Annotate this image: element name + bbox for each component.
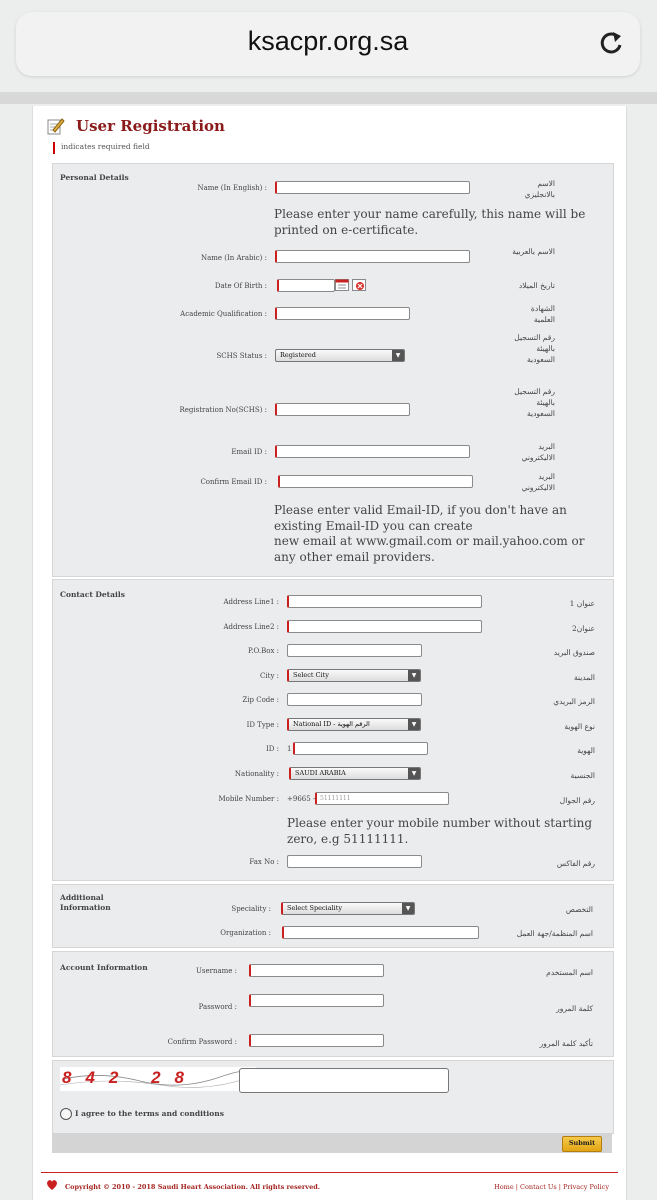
address2-input[interactable] (287, 620, 482, 633)
username-arabic-label: اسم المستخدم (546, 968, 593, 977)
qualification-arabic-label: الشهادة العلمية (530, 304, 555, 324)
personal-details-section (52, 163, 614, 577)
account-info-section (52, 951, 614, 1057)
address1-input[interactable] (287, 595, 482, 608)
qualification-input[interactable] (275, 307, 410, 320)
copyright-text: Copyright © 2010 - 2018 Saudi Heart Association. All rights reserved. (65, 1183, 321, 1191)
name-arabic-input[interactable] (275, 250, 470, 263)
heart-logo-icon (45, 1178, 59, 1192)
url-text[interactable]: ksacpr.org.sa (247, 26, 409, 56)
pobox-label: P.O.Box : (248, 647, 279, 655)
chevron-down-icon: ▼ (408, 768, 420, 779)
chevron-down-icon: ▼ (402, 903, 414, 914)
required-note: indicates required field (61, 142, 150, 151)
id-arabic-label: الهوية (577, 746, 595, 755)
address1-arabic-label: عنوان 1 (569, 599, 595, 608)
speciality-value: Select Speciality (287, 904, 343, 912)
mobile-note: Please enter your mobile number without starting zero, e.g 51111111. (287, 816, 593, 846)
section-title: Personal Details (60, 173, 129, 182)
mobile-prefix: +9665 - (287, 795, 316, 803)
city-value: Select City (293, 671, 329, 679)
submit-button[interactable]: Submit (562, 1136, 602, 1152)
confirm-email-label: Confirm Email ID : (200, 478, 267, 486)
zip-label: Zip Code : (242, 696, 279, 704)
name-arabic-arabic-label: الاسم بالعربية (512, 247, 555, 256)
name-english-label: Name (In English) : (197, 184, 267, 192)
id-type-value: National ID - الرقم الهوية (293, 720, 370, 728)
registration-page (32, 106, 627, 1200)
id-type-select[interactable] (287, 718, 421, 731)
reg-no-label: Registration No(SCHS) : (179, 406, 267, 414)
schs-status-arabic-label: رقم التسجيل بالهيئة السعودية (514, 333, 555, 364)
organization-label: Organization : (220, 929, 271, 937)
reg-no-arabic-label: رقم التسجيل بالهيئة السعودية (514, 387, 555, 418)
reg-no-input[interactable] (275, 403, 410, 416)
speciality-arabic-label: التخصص (565, 905, 593, 914)
page-top-strip (0, 92, 657, 104)
schs-status-value: Registered (280, 351, 316, 359)
name-english-arabic-label: الاسم بالانجليزي (524, 179, 555, 199)
captcha-text: 842 28 (62, 1068, 198, 1087)
mobile-arabic-label: رقم الجوال (559, 796, 595, 805)
section-title: Contact Details (60, 590, 125, 599)
schs-status-label: SCHS Status : (216, 352, 267, 360)
email-input[interactable] (275, 445, 470, 458)
nationality-arabic-label: الجنسية (570, 771, 595, 780)
terms-checkbox[interactable] (60, 1108, 72, 1120)
password-input[interactable] (249, 994, 384, 1007)
name-english-input[interactable] (275, 181, 470, 194)
footer-links[interactable]: Home | Contact Us | Privacy Policy (494, 1183, 609, 1191)
dob-input[interactable] (277, 279, 335, 292)
pobox-input[interactable] (287, 644, 422, 657)
contact-details-section (52, 579, 614, 881)
email-label: Email ID : (231, 448, 267, 456)
username-label: Username : (195, 967, 237, 975)
id-type-label: ID Type : (246, 721, 279, 729)
qualification-label: Academic Qualification : (180, 310, 267, 318)
password-arabic-label: كلمة المرور (556, 1004, 593, 1013)
edit-note-icon (45, 116, 65, 136)
id-input[interactable] (293, 742, 428, 755)
city-label: City : (260, 672, 279, 680)
confirm-email-arabic-label: البريد الاليكتروني (521, 472, 555, 492)
email-note-2: new email at www.gmail.com or mail.yahoo.com or any other email providers. (274, 534, 585, 564)
chevron-down-icon: ▼ (408, 670, 420, 681)
name-arabic-label: Name (In Arabic) : (200, 254, 267, 262)
city-arabic-label: المدينة (573, 673, 595, 682)
submit-bar (52, 1133, 612, 1153)
email-arabic-label: البريد الاليكتروني (521, 442, 555, 462)
page-title: User Registration (76, 117, 225, 135)
confirm-password-label: Confirm Password : (167, 1038, 237, 1046)
calendar-icon[interactable] (335, 279, 349, 291)
id-label: ID : (266, 745, 279, 753)
confirm-password-arabic-label: تأكيد كلمة المرور (539, 1039, 593, 1048)
nationality-select[interactable] (289, 767, 421, 780)
speciality-select[interactable] (281, 902, 415, 915)
fax-label: Fax No : (249, 858, 279, 866)
dob-label: Date Of Birth : (214, 282, 267, 290)
id-prefix: 1 (287, 745, 292, 753)
username-input[interactable] (249, 964, 384, 977)
password-label: Password : (198, 1003, 237, 1011)
captcha-image (60, 1067, 256, 1091)
nationality-value: SAUDI ARABIA (295, 769, 346, 777)
address2-arabic-label: عنوان2 (572, 624, 595, 633)
mobile-input[interactable]: 51111111 (315, 792, 449, 805)
organization-input[interactable] (282, 926, 479, 939)
name-note: Please enter your name carefully, this name will be printed on e-certificate. (274, 207, 586, 237)
section-title: Account Information (60, 963, 148, 972)
address2-label: Address Line2 : (223, 623, 279, 631)
mobile-label: Mobile Number : (218, 795, 279, 803)
email-note-1: Please enter valid Email-ID, if you don't have an existing Email-ID you can create (274, 503, 567, 533)
reload-icon[interactable] (596, 28, 626, 58)
id-type-arabic-label: نوع الهوية (564, 722, 595, 731)
speciality-label: Speciality : (231, 905, 271, 913)
fax-input[interactable] (287, 855, 422, 868)
city-select[interactable] (287, 669, 421, 682)
confirm-email-input[interactable] (278, 475, 473, 488)
section-title: Additional Information (60, 893, 111, 912)
fax-arabic-label: رقم الفاكس (556, 859, 595, 868)
schs-status-select[interactable] (275, 349, 405, 362)
required-marker (53, 142, 55, 154)
captcha-section (52, 1060, 614, 1134)
dob-arabic-label: تاريخ الميلاد (518, 281, 555, 290)
footer-divider (41, 1172, 618, 1173)
additional-info-section (52, 884, 614, 948)
zip-arabic-label: الرمز البريدي (553, 697, 595, 706)
chevron-down-icon: ▼ (408, 719, 420, 730)
chevron-down-icon: ▼ (392, 350, 404, 361)
terms-label: I agree to the terms and conditions (75, 1109, 224, 1118)
confirm-password-input[interactable] (249, 1034, 384, 1047)
zip-input[interactable] (287, 693, 422, 706)
pobox-arabic-label: صندوق البريد (553, 648, 595, 657)
address1-label: Address Line1 : (223, 598, 279, 606)
clear-date-icon[interactable] (352, 279, 366, 291)
nationality-label: Nationality : (234, 770, 279, 778)
captcha-input[interactable] (239, 1068, 449, 1093)
organization-arabic-label: اسم المنظمة/جهة العمل (516, 929, 593, 938)
browser-url-bar[interactable] (16, 12, 640, 76)
